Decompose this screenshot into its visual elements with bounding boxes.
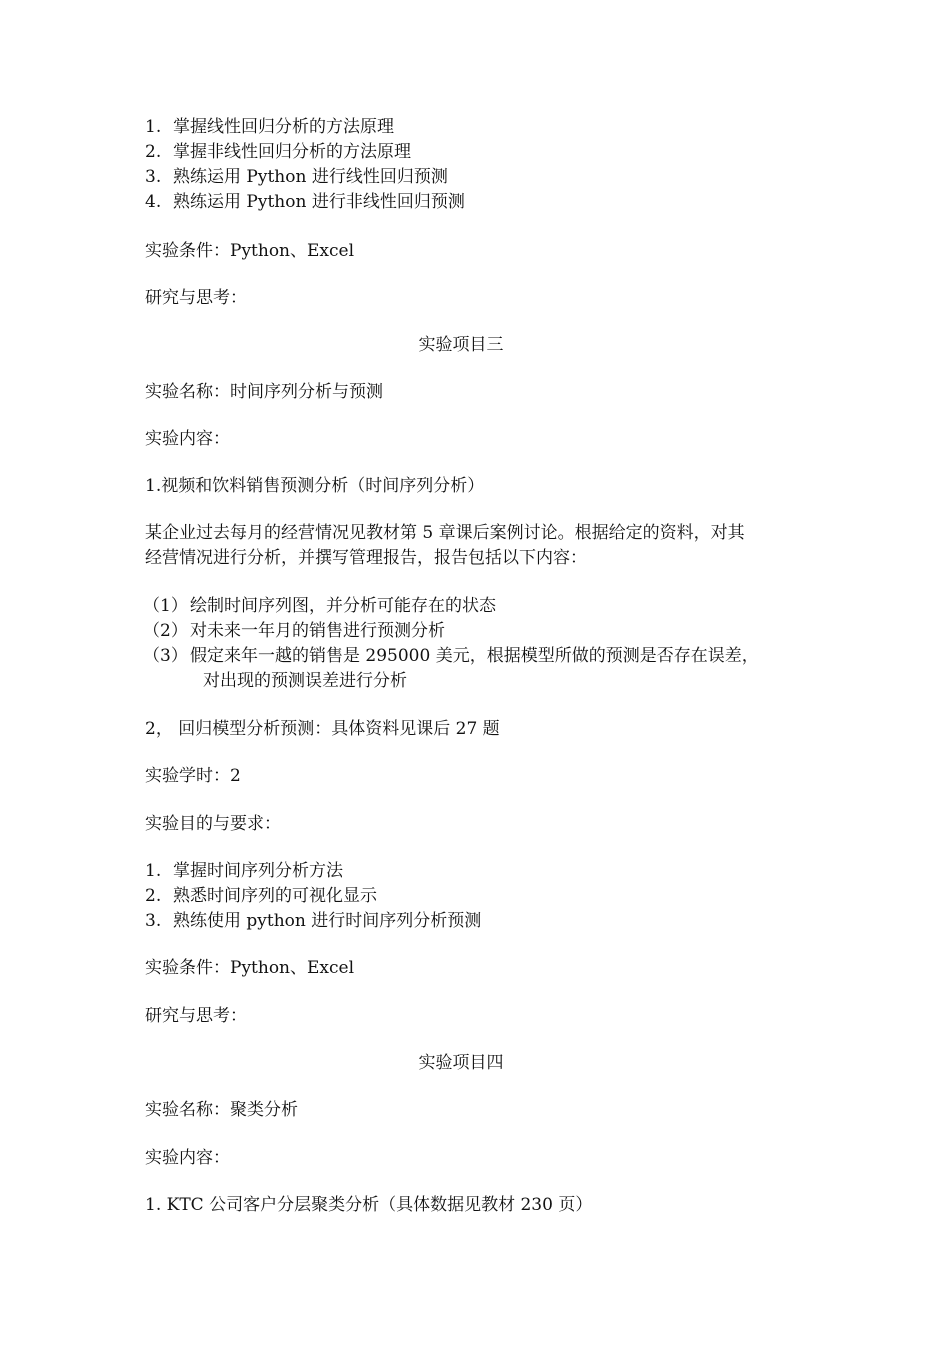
exp3-subitem-1 (143, 596, 496, 616)
exp3-objectives-label: 实验目的与要求： (145, 814, 281, 834)
exp3-name: 实验名称：时间序列分析与预测 (145, 382, 383, 402)
exp3-research: 研究与思考： (145, 1006, 247, 1026)
exp2-research: 研究与思考： (145, 288, 247, 308)
exp3-paragraph-line-2: 经营情况进行分析，并撰写管理报告，报告包括以下内容： (145, 548, 587, 568)
exp2-objective-3 (145, 167, 448, 187)
exp3-hours: 实验学时：2 (145, 766, 241, 786)
exp3-item-1: 1.视频和饮料销售预测分析（时间序列分析） (145, 476, 485, 496)
list-number: （2） (143, 621, 188, 641)
exp4-item-1: 1. KTC 公司客户分层聚类分析（具体数据见教材 230 页） (145, 1195, 593, 1215)
list-text: 掌握时间序列分析方法 (173, 861, 343, 881)
exp3-paragraph-line-1: 某企业过去每月的经营情况见教材第 5 章课后案例讨论。根据给定的资料，对其 (145, 523, 745, 543)
list-text: 掌握非线性回归分析的方法原理 (173, 142, 411, 162)
list-number: （3） (143, 646, 188, 666)
exp3-subitem-3 (143, 646, 759, 666)
list-text: 对未来一年月的销售进行预测分析 (190, 621, 445, 641)
list-number: 1. (145, 861, 162, 881)
exp3-content-label: 实验内容： (145, 429, 230, 449)
exp3-subitem-3-continued: 对出现的预测误差进行分析 (203, 671, 407, 691)
list-number: （1） (143, 596, 188, 616)
exp4-title: 实验项目四 (418, 1053, 504, 1073)
list-number: 3. (145, 167, 162, 187)
list-number: 2. (145, 886, 162, 906)
exp3-objective-2 (145, 886, 377, 906)
exp4-name: 实验名称：聚类分析 (145, 1100, 298, 1120)
list-number: 3. (145, 911, 162, 931)
exp3-objective-3 (145, 911, 481, 931)
list-text: 熟练使用 python 进行时间序列分析预测 (173, 911, 482, 931)
exp2-objective-4 (145, 192, 465, 212)
exp2-conditions: 实验条件：Python、Excel (145, 241, 355, 261)
list-number: 1. (145, 117, 162, 137)
exp3-title: 实验项目三 (418, 335, 504, 355)
exp2-objective-2 (145, 142, 411, 162)
list-text: 掌握线性回归分析的方法原理 (173, 117, 394, 137)
exp4-content-label: 实验内容： (145, 1148, 230, 1168)
list-text: 绘制时间序列图，并分析可能存在的状态 (190, 596, 496, 616)
list-number: 4. (145, 192, 162, 212)
list-text: 熟练运用 Python 进行线性回归预测 (173, 167, 448, 187)
exp3-subitem-2 (143, 621, 445, 641)
exp2-objective-1 (145, 117, 394, 137)
list-text: 熟练运用 Python 进行非线性回归预测 (173, 192, 465, 212)
exp3-objective-1 (145, 861, 343, 881)
list-number: 2. (145, 142, 162, 162)
exp3-conditions: 实验条件：Python、Excel (145, 958, 355, 978)
list-text: 假定来年一越的销售是 295000 美元，根据模型所做的预测是否存在误差， (190, 646, 759, 666)
list-text: 熟悉时间序列的可视化显示 (173, 886, 377, 906)
exp3-item-2: 2， 回归模型分析预测：具体资料见课后 27 题 (145, 719, 500, 739)
